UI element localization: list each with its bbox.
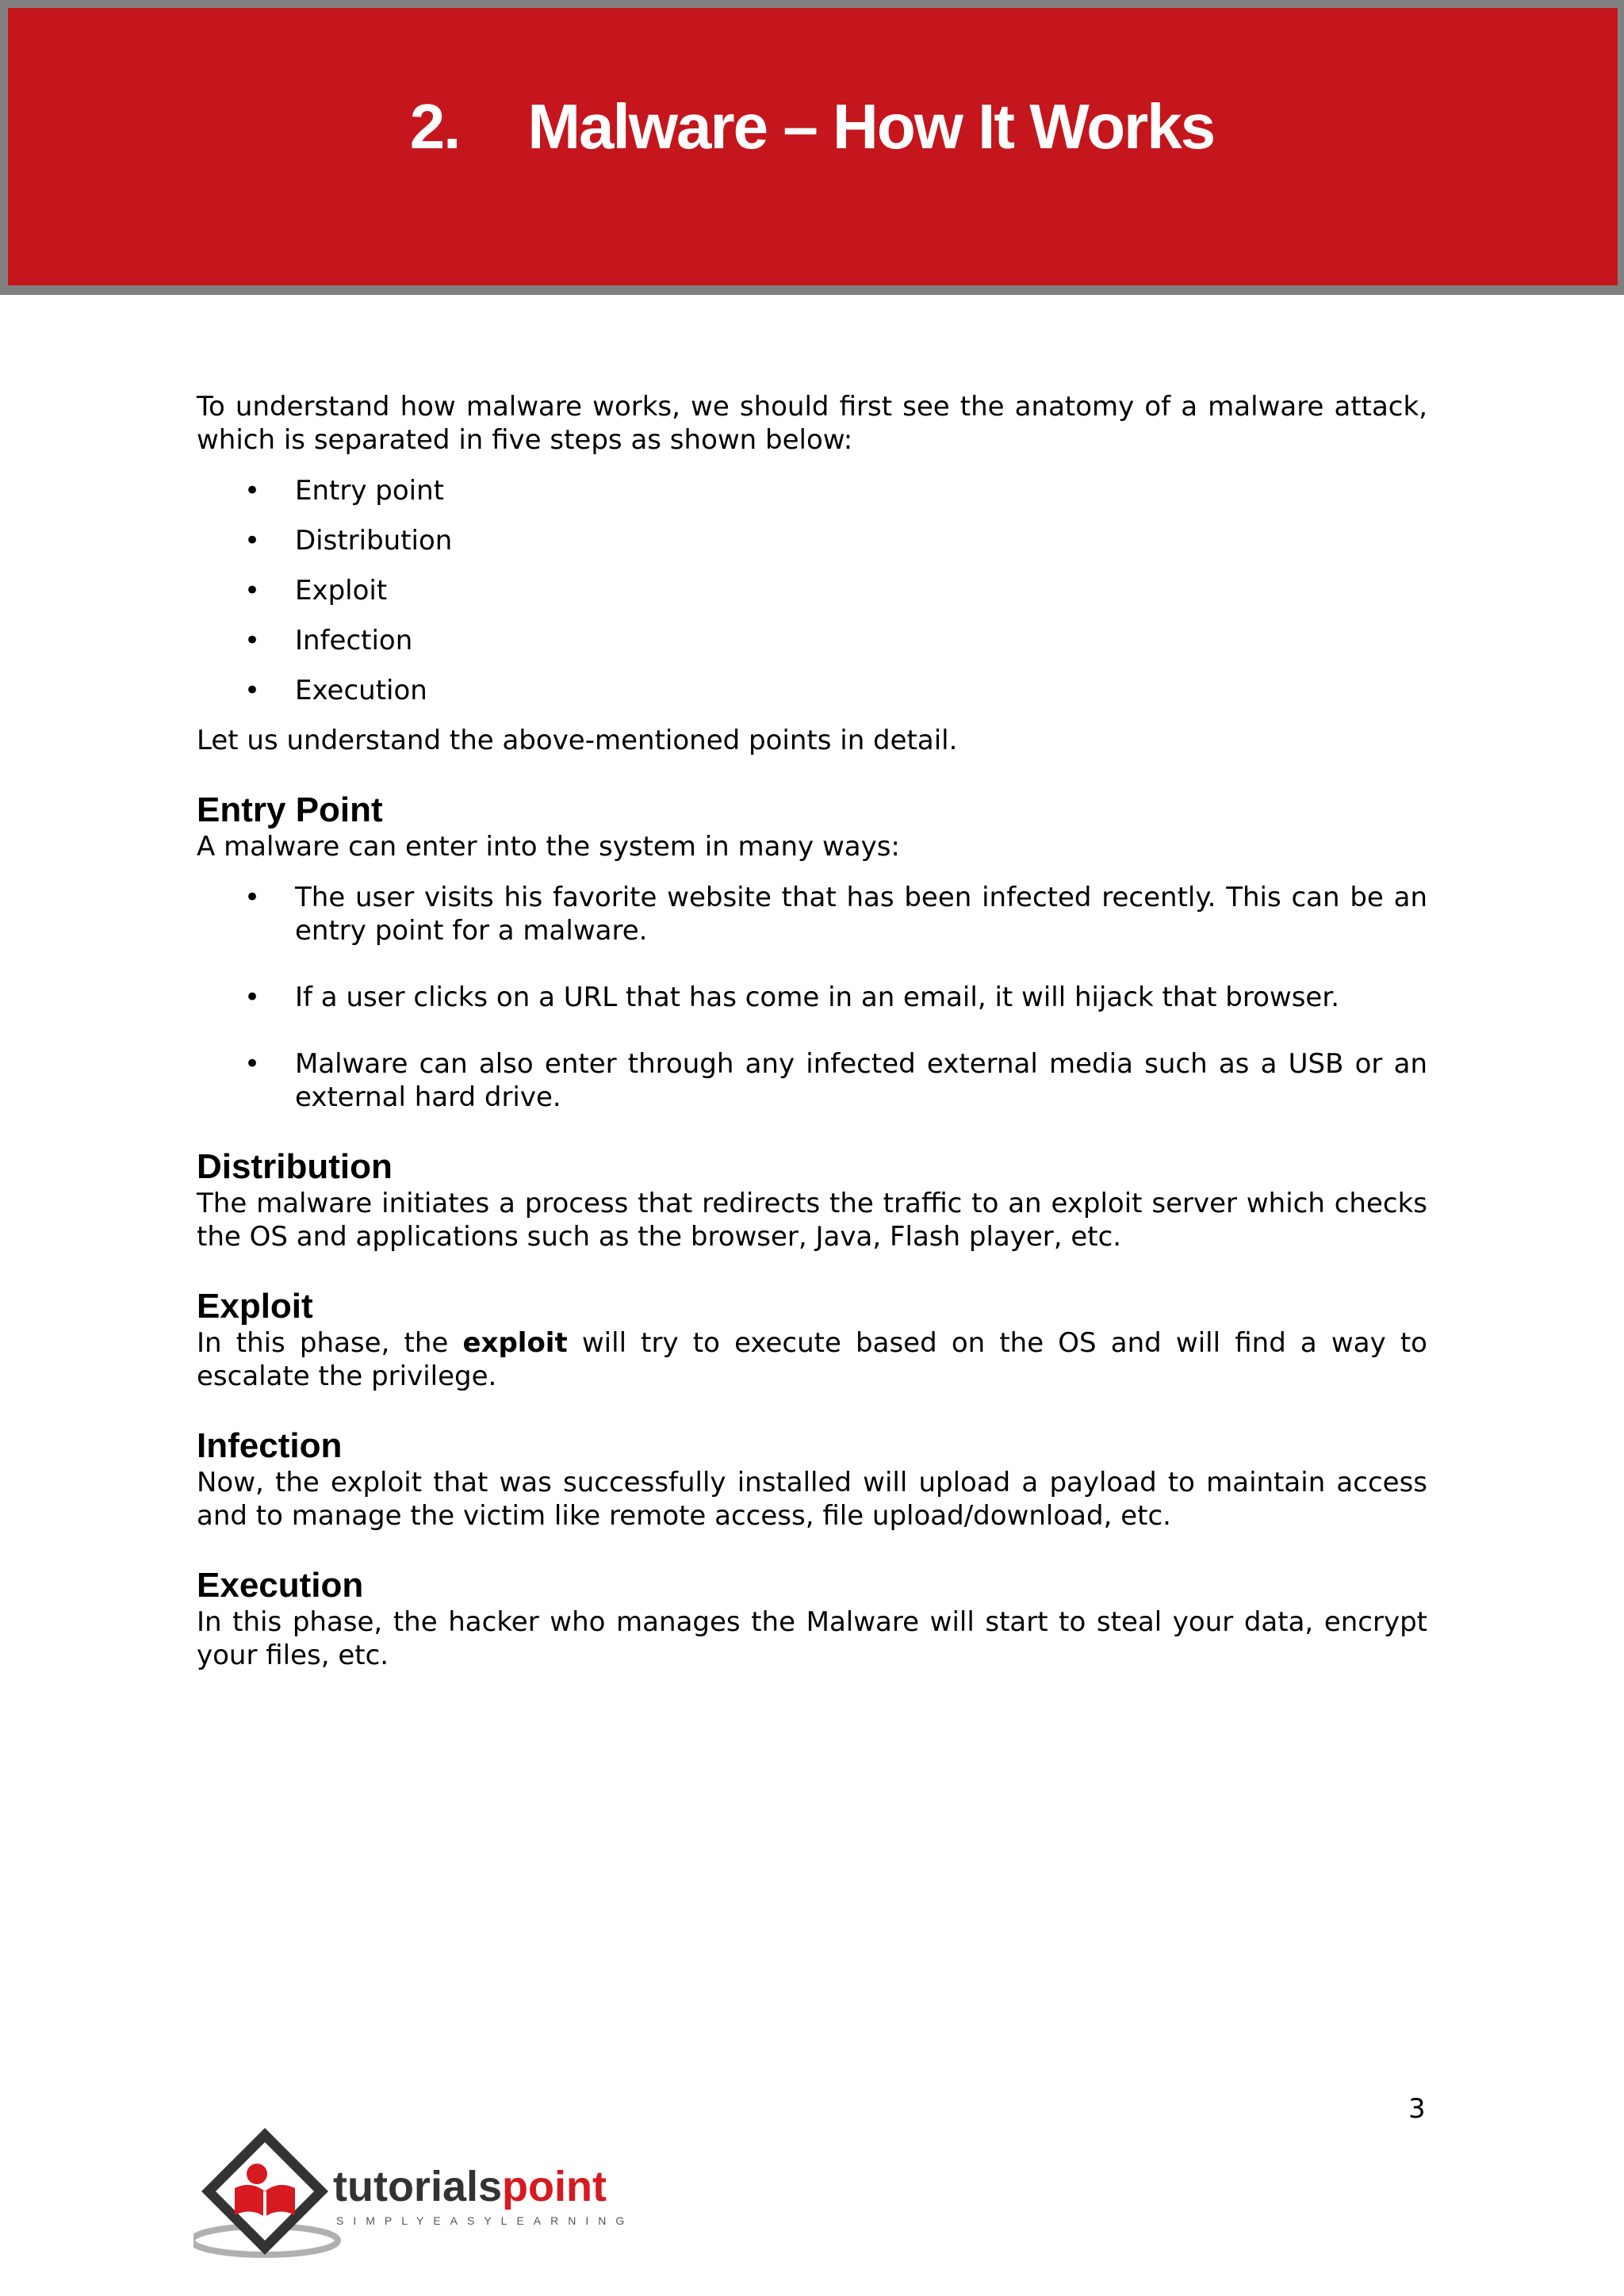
- entry-ways-list: [197, 881, 1427, 1114]
- logo-name-part1: tutorials: [333, 2163, 503, 2210]
- logo-tagline: SIMPLYEASYLEARNING: [336, 2214, 634, 2227]
- intro-closing: Let us understand the above-mentioned points in detail.: [197, 725, 958, 756]
- section-text: Now, the exploit that was successfully installed will upload a payload to maintain access and to manage the victim like remote access, file upload/download, etc.: [197, 1467, 1427, 1532]
- bold-term: exploit: [462, 1327, 568, 1359]
- section-heading: Entry Point: [197, 790, 383, 829]
- section-entry-point: [197, 790, 1427, 1114]
- section-heading: Execution: [197, 1566, 364, 1605]
- chapter-banner: [0, 0, 1624, 295]
- chapter-title: [0, 86, 1624, 168]
- list-item: • Malware can also enter through any infected external media such as a USB or an external hard drive.: [197, 1047, 1427, 1114]
- page-content: [197, 390, 1427, 1672]
- svg-text:tutorialspoint: [333, 2163, 607, 2210]
- chapter-title-text: Malware – How It Works: [527, 91, 1215, 162]
- list-item: • If a user clicks on a URL that has come in an email, it will hijack that browser.: [197, 981, 1427, 1014]
- chapter-number: 2.: [409, 91, 460, 162]
- logo-name-part2: point: [502, 2163, 607, 2210]
- steps-list: [197, 474, 1427, 707]
- intro-paragraph: To understand how malware works, we should first see the anatomy of a malware attack, which is separated in five steps as shown below:: [197, 391, 1427, 456]
- section-text: In this phase, the hacker who manages the Malware will start to steal your data, encrypt your files, etc.: [197, 1606, 1427, 1671]
- list-item: • Distribution: [197, 524, 1427, 557]
- section-exploit: [197, 1287, 1427, 1393]
- text-run: In this phase, the: [197, 1327, 463, 1359]
- page-number: 3: [1408, 2093, 1426, 2125]
- section-distribution: [197, 1147, 1427, 1253]
- section-heading: Distribution: [197, 1147, 393, 1186]
- text-run: will try to execute based on the OS and will find a way to escalate the privilege.: [197, 1327, 1427, 1392]
- list-item: • Exploit: [197, 574, 1427, 607]
- list-item: • Entry point: [197, 474, 1427, 507]
- list-item: • The user visits his favorite website that has been infected recently. This can be an entry point for a malware.: [197, 881, 1427, 947]
- tutorialspoint-logo: [193, 2122, 669, 2261]
- section-lead: A malware can enter into the system in many ways:: [197, 831, 900, 863]
- section-heading: Infection: [197, 1426, 343, 1465]
- section-text: [197, 1326, 1427, 1393]
- list-item: • Infection: [197, 624, 1427, 657]
- section-execution: [197, 1566, 1427, 1672]
- section-infection: [197, 1426, 1427, 1533]
- list-item: • Execution: [197, 674, 1427, 707]
- section-text: The malware initiates a process that redirects the traffic to an exploit server which checks the OS and applications such as the browser, Java, Flash player, etc.: [197, 1188, 1427, 1253]
- logo-figure-head: [247, 2164, 267, 2184]
- section-heading: Exploit: [197, 1287, 313, 1326]
